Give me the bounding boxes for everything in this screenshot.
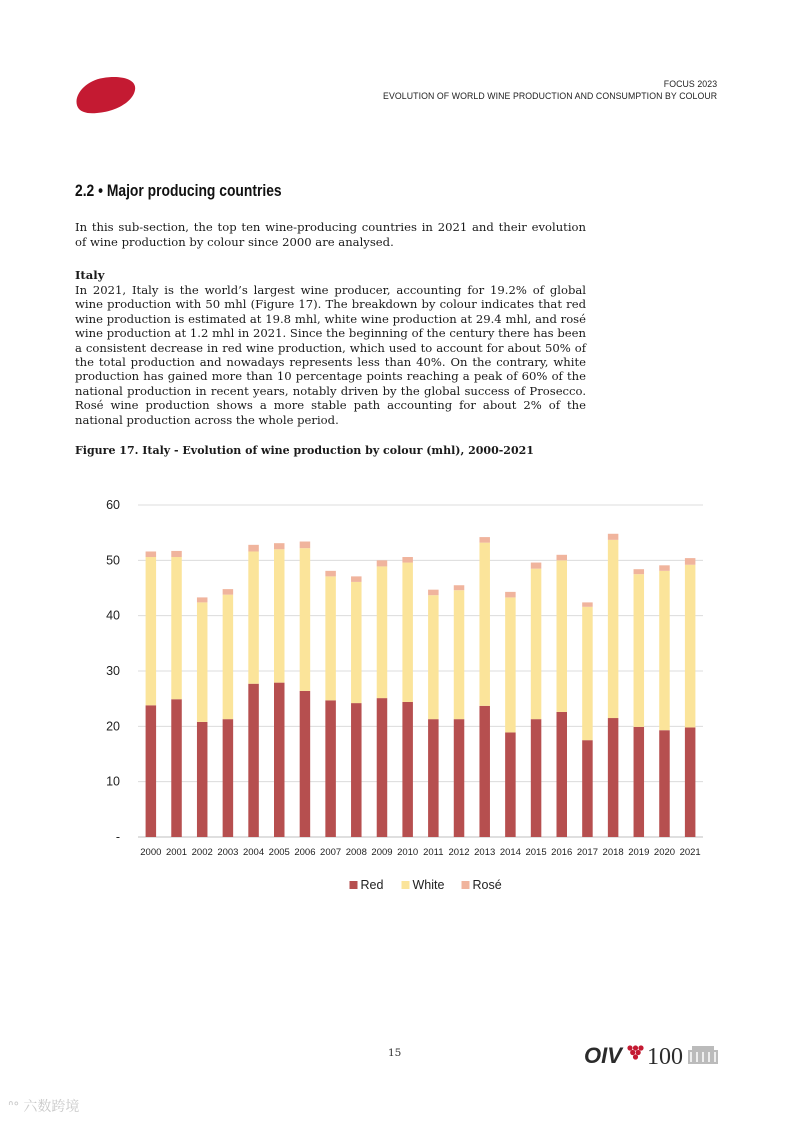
x-tick-label: 2019	[628, 847, 650, 858]
bar-red-2019	[634, 727, 645, 837]
watermark	[8, 1096, 79, 1116]
bar-white-2009	[377, 566, 388, 698]
bar-red-2002	[197, 722, 208, 837]
chart-y-axis	[106, 498, 120, 844]
bar-ros-2016	[557, 555, 568, 561]
header-title-line: EVOLUTION OF WORLD WINE PRODUCTION AND CONSUMPTION BY COLOUR	[382, 91, 717, 102]
bar-ros-2010	[402, 557, 413, 563]
x-tick-label: 2021	[679, 847, 701, 858]
bar-ros-2001	[171, 551, 182, 557]
x-tick-label: 2018	[602, 847, 624, 858]
bar-ros-2003	[223, 589, 234, 595]
bar-ros-2012	[454, 585, 465, 590]
bar-red-2012	[454, 719, 465, 837]
bar-white-2007	[325, 576, 336, 700]
bar-ros-2011	[428, 590, 439, 596]
x-tick-label: 2007	[320, 847, 342, 858]
bar-red-2011	[428, 719, 439, 837]
bar-white-2018	[608, 540, 619, 718]
bar-ros-2005	[274, 543, 285, 549]
intro-paragraph: In this sub-section, the top ten wine-producing countries in 2021 and their evolution of wine production by colour since 2000 are analysed.	[75, 220, 586, 249]
bar-white-2014	[505, 597, 516, 732]
bar-white-2015	[531, 569, 542, 720]
oiv-red-blob-logo	[75, 75, 137, 115]
bar-white-2013	[479, 543, 490, 706]
oiv-logo-number: 100	[647, 1044, 683, 1070]
oiv-100-logo	[584, 1040, 724, 1070]
bar-white-2005	[274, 549, 285, 682]
figure-caption: Figure 17. Italy - Evolution of wine production by colour (mhl), 2000-2021	[75, 444, 534, 457]
bar-ros-2006	[300, 542, 311, 549]
section-title: 2.2 • Major producing countries	[75, 182, 282, 200]
x-tick-label: 2013	[474, 847, 496, 858]
bar-red-2016	[557, 712, 568, 837]
y-tick-label: 30	[106, 664, 120, 678]
bar-ros-2018	[608, 534, 619, 540]
x-tick-label: 2009	[371, 847, 393, 858]
legend-label-ros: Rosé	[472, 878, 502, 892]
page-number: 15	[388, 1047, 402, 1059]
chart-legend	[350, 878, 502, 892]
x-tick-label: 2001	[165, 847, 188, 858]
bar-white-2016	[557, 560, 568, 712]
document-header	[383, 79, 717, 103]
bar-ros-2004	[248, 545, 259, 552]
bar-red-2020	[659, 730, 670, 837]
x-tick-label: 2011	[423, 847, 444, 858]
bar-red-2013	[479, 706, 490, 837]
bar-red-2008	[351, 703, 362, 837]
bar-white-2000	[146, 557, 157, 705]
bar-ros-2015	[531, 563, 542, 569]
bar-ros-2008	[351, 576, 362, 582]
legend-label-red: Red	[360, 878, 384, 892]
x-tick-label: 2008	[345, 847, 367, 858]
bar-red-2007	[325, 700, 336, 837]
bar-white-2020	[659, 571, 670, 730]
bar-white-2008	[351, 582, 362, 703]
bar-ros-2013	[479, 537, 490, 543]
bar-white-2012	[454, 590, 465, 719]
bar-white-2010	[402, 563, 413, 702]
chart-x-axis	[140, 847, 700, 858]
oiv-logo-text: OIV	[584, 1043, 622, 1068]
bar-red-2017	[582, 740, 593, 837]
building-icon	[688, 1046, 718, 1064]
bar-red-2018	[608, 718, 619, 837]
italy-paragraph: In 2021, Italy is the world’s largest wine producer, accounting for 19.2% of global wine production with 50 mhl (Figure 17). The breakdown by colour indicates that red wine production is estimated at 19.8 mhl, white wine production at 29.4 mhl, and rosé wine production at 1.2 mhl in 2021. Since the beginning of the century there has been a consistent decrease in red wine production, which used to account for about 50% of the total production and nowadays represents less than 40%. On the contrary, white production has gained more than 10 percentage points reaching a peak of 60% of the national production in recent years, notably driven by the global success of Prosecco. Rosé wine production shows a more stable path accounting for about 2% of the national production across the whole period.	[75, 283, 586, 427]
x-tick-label: 2017	[576, 847, 599, 858]
italy-heading: Italy	[75, 268, 105, 282]
legend-swatch-red	[350, 881, 358, 889]
bar-white-2019	[634, 574, 645, 727]
bar-red-2006	[300, 691, 311, 837]
bar-ros-2020	[659, 565, 670, 571]
x-tick-label: 2003	[217, 847, 239, 858]
bar-white-2011	[428, 595, 439, 719]
bar-white-2006	[300, 548, 311, 691]
bar-white-2001	[171, 557, 182, 699]
grape-icon	[627, 1045, 643, 1059]
x-tick-label: 2010	[397, 847, 419, 858]
x-tick-label: 2012	[448, 847, 470, 858]
bar-ros-2009	[377, 560, 388, 566]
x-tick-label: 2015	[525, 847, 547, 858]
bar-red-2004	[248, 684, 259, 837]
bar-white-2003	[223, 595, 234, 720]
bar-red-2015	[531, 719, 542, 837]
bar-red-2003	[223, 719, 234, 837]
bar-red-2000	[146, 705, 157, 837]
y-tick-label: 50	[106, 553, 120, 568]
x-tick-label: 2005	[268, 847, 290, 858]
legend-swatch-ros	[462, 881, 470, 889]
bar-ros-2000	[146, 551, 157, 557]
x-tick-label: 2006	[294, 847, 316, 858]
stacked-bar-chart	[90, 490, 720, 910]
y-tick-label: 40	[106, 608, 120, 623]
chart-bars	[146, 534, 696, 837]
legend-label-white: White	[412, 878, 445, 892]
x-tick-label: 2004	[242, 847, 265, 858]
bar-ros-2021	[685, 558, 696, 565]
bar-ros-2019	[634, 569, 645, 574]
header-focus-line: FOCUS 2023	[663, 79, 717, 90]
bar-ros-2017	[582, 602, 593, 606]
bar-white-2017	[582, 607, 593, 740]
bar-red-2014	[505, 732, 516, 837]
bar-red-2005	[274, 683, 285, 837]
x-tick-label: 2002	[191, 847, 213, 858]
bar-white-2021	[685, 565, 696, 728]
bar-ros-2002	[197, 597, 208, 602]
bar-white-2004	[248, 551, 259, 683]
y-tick-label: 10	[106, 774, 120, 789]
y-tick-label: -	[115, 830, 120, 844]
y-tick-label: 60	[106, 498, 120, 512]
x-tick-label: 2020	[653, 847, 676, 858]
bar-white-2002	[197, 602, 208, 722]
bar-ros-2007	[325, 571, 336, 577]
y-tick-label: 20	[106, 719, 120, 734]
bar-red-2001	[171, 699, 182, 837]
x-tick-label: 2014	[499, 847, 521, 858]
x-tick-label: 2016	[551, 847, 573, 858]
watermark-text: 六数跨境	[23, 1099, 80, 1115]
watermark-icon: ᐢᐤ	[8, 1099, 19, 1115]
x-tick-label: 2000	[140, 847, 162, 858]
bar-red-2010	[402, 702, 413, 837]
bar-red-2021	[685, 727, 696, 837]
bar-ros-2014	[505, 592, 516, 598]
legend-swatch-white	[402, 881, 410, 889]
bar-red-2009	[377, 698, 388, 837]
